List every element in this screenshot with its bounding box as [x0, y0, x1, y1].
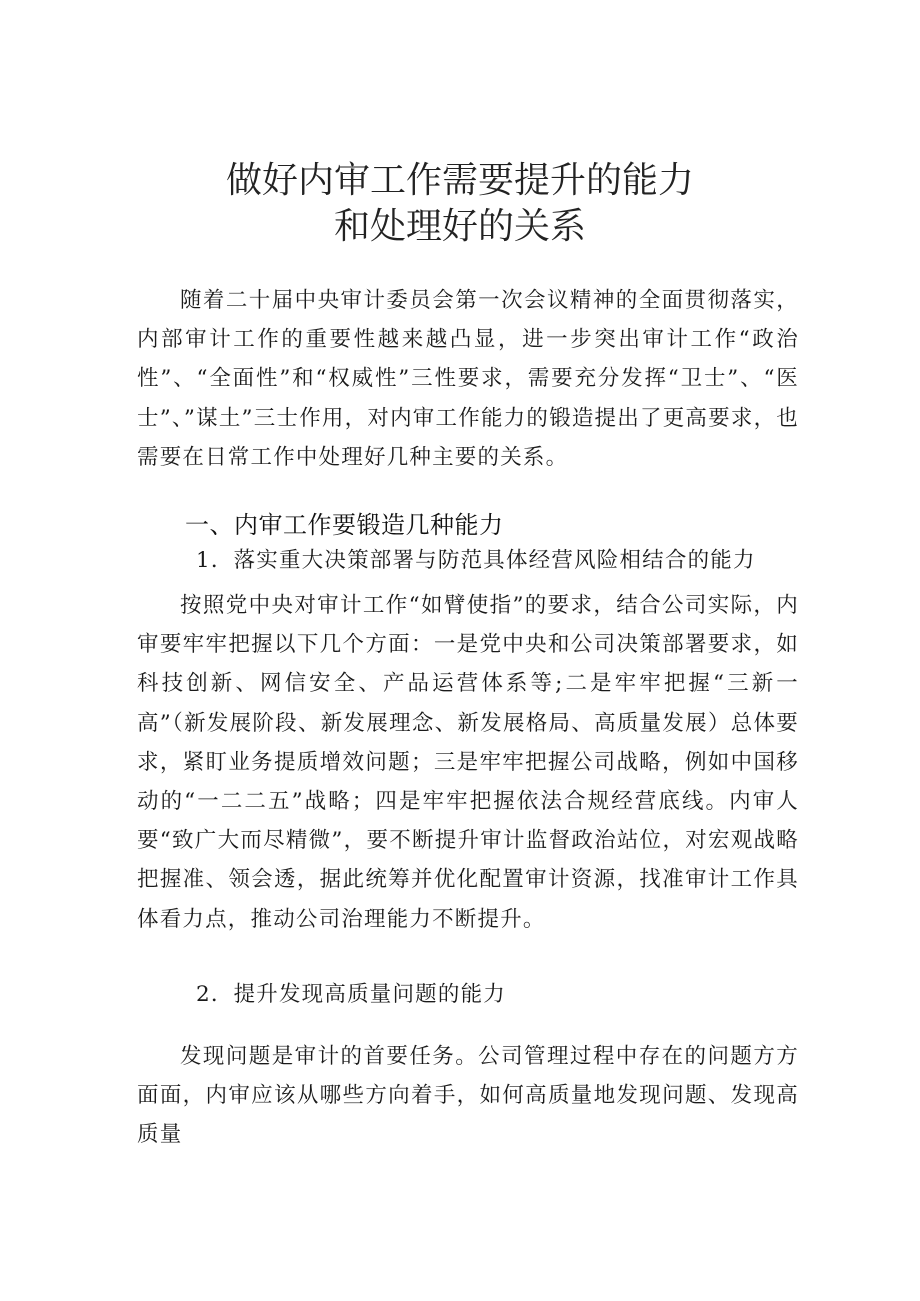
document-title-line-1: 做好内审工作需要提升的能力: [225, 160, 694, 201]
subsection-2-paragraph: 发现问题是审计的首要任务。公司管理过程中存在的问题方方面面，内审应该从哪些方向着手，如何高质量地发现问题、发现高质量: [137, 1044, 799, 1148]
subsection-2-heading: 2．提升发现高质量问题的能力: [196, 982, 506, 1007]
subsection-1-heading: 1．落实重大决策部署与防范具体经营风险相结合的能力: [196, 548, 756, 573]
intro-paragraph: 随着二十届中央审计委员会第一次会议精神的全面贯彻落实，内部审计工作的重要性越来越凸显，进一步突出审计工作“政治性”、“全面性”和“权威性”三性要求，需要充分发挥“卫士”、“医士”、”谋土”三士作用，对内审工作能力的锻造提出了更高要求，也需要在日常工作中处理好几种主要的关系。: [137, 288, 799, 470]
document-title-line-2: 和处理好的关系: [333, 206, 586, 247]
section-1-heading: 一、内审工作要锻造几种能力: [185, 511, 504, 539]
subsection-1-paragraph: 按照党中央对审计工作“如臂使指”的要求，结合公司实际，内审要牢牢把握以下几个方面：一是党中央和公司决策部署要求，如科技创新、网信安全、产品运营体系等;二是牢牢把握“三新一高”（新发展阶段、新发展理念、新发展格局、高质量发展）总体要求，紧盯业务提质增效问题；三是牢牢把握公司战略，例如中国移动的“一二二五”战略；四是牢牢把握依法合规经营底线。内审人要“致广大而尽精微”，要不断提升审计监督政治站位，对宏观战略把握准、领会透，据此统筹并优化配置审计资源，找准审计工作具体看力点，推动公司治理能力不断提升。: [137, 593, 799, 932]
